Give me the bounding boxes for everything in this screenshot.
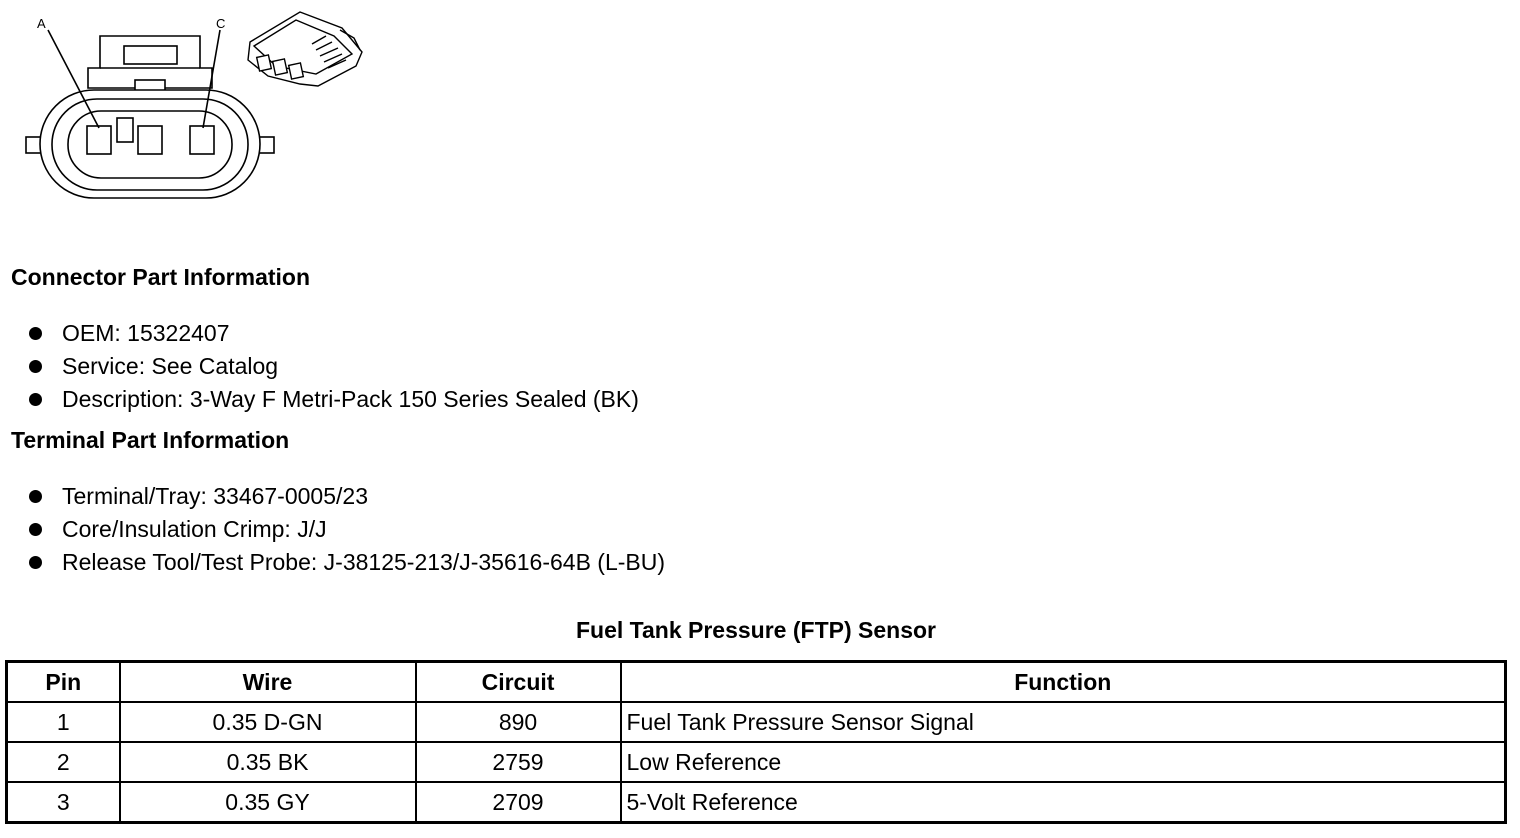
list-item [28,513,665,546]
cell-function: Fuel Tank Pressure Sensor Signal [621,702,1506,742]
cell-circuit: 2759 [416,742,621,782]
cell-circuit: 890 [416,702,621,742]
connector-3d-drawing [248,12,362,86]
list-item-text: Description: 3-Way F Metri-Pack 150 Series Sealed (BK) [62,386,639,412]
header-wire: Wire [120,662,416,703]
terminal-part-heading: Terminal Part Information [11,427,290,453]
list-item [28,350,639,383]
bullet-icon [29,360,42,373]
connector-part-heading: Connector Part Information [11,264,311,290]
bullet-icon [29,556,42,569]
list-item-text: Core/Insulation Crimp: J/J [62,516,327,542]
cell-function: Low Reference [621,742,1506,782]
terminal-part-list [28,480,665,579]
bullet-icon [29,327,42,340]
pinout-table [5,660,1507,824]
connector-diagram [0,0,380,210]
header-circuit: Circuit [416,662,621,703]
connector-face-drawing [26,30,274,198]
list-item [28,480,665,513]
connector-part-list [28,317,639,416]
list-item-text: OEM: 15322407 [62,320,230,346]
list-item-text: Service: See Catalog [62,353,279,379]
table-row [7,782,1506,823]
table-row [7,702,1506,742]
list-item [28,317,639,350]
cell-function: 5-Volt Reference [621,782,1506,823]
table-row [7,742,1506,782]
list-item [28,546,665,579]
list-item-text: Release Tool/Test Probe: J-38125-213/J-35616-64B (L-BU) [62,549,666,575]
cell-pin: 3 [7,782,120,823]
cell-wire: 0.35 GY [120,782,416,823]
cell-circuit: 2709 [416,782,621,823]
header-function: Function [621,662,1506,703]
bullet-icon [29,490,42,503]
list-item-text: Terminal/Tray: 33467-0005/23 [62,483,368,509]
table-header-row [7,662,1506,703]
table-title: Fuel Tank Pressure (FTP) Sensor [575,617,936,643]
header-pin: Pin [7,662,120,703]
cell-pin: 2 [7,742,120,782]
pin-c-label: C [216,16,226,31]
cell-wire: 0.35 D-GN [120,702,416,742]
cell-wire: 0.35 BK [120,742,416,782]
bullet-icon [29,393,42,406]
bullet-icon [29,523,42,536]
pin-a-label: A [37,16,46,31]
list-item [28,383,639,416]
cell-pin: 1 [7,702,120,742]
